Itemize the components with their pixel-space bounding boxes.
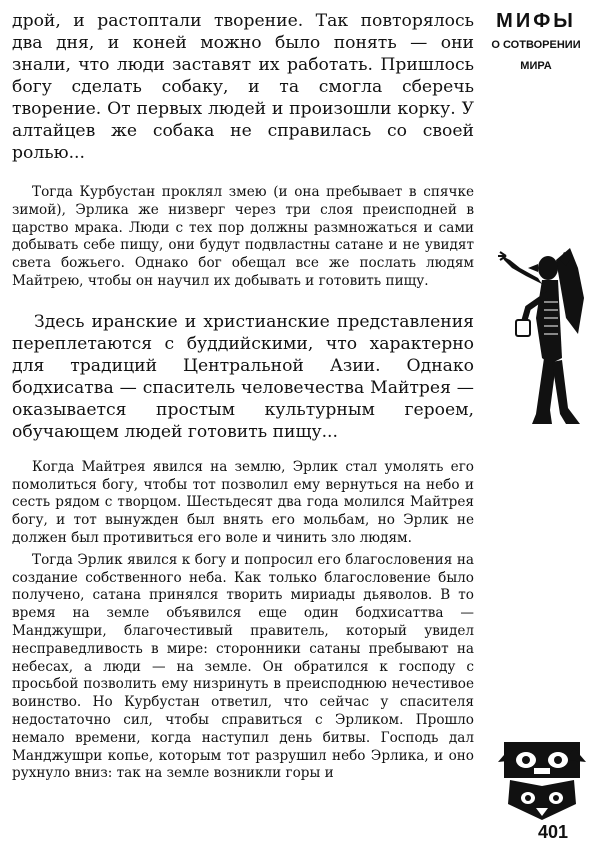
paragraph-intro: дрой, и растоптали творение. Так повторялось два дня, и коней можно было понять — они знали, что люди заставят их работать. Пришлось богу сделать собаку, и та смогла сберечь творение. От первых людей и произошли корку. У алтайцев же собака не справилась со своей ролью... [12,11,474,163]
paragraph-maitreya: Когда Майтрея явился на землю, Эрлик стал умолять его помолиться богу, чтобы тот позволил ему вернуться на небо и сесть рядом с творцом. Шестьдесят два года молился Майтрея богу, и тот вынужден был внять его мольбам, но Эрлик не должен был противиться его воле и чинить зло людям. [12,458,474,546]
paragraph-commentary: Здесь иранские и христианские представления переплетаются с буддийскими, что характерно для традиций Центральной Азии. Однако бодхисатва — спаситель человечества Майтрея — оказывается простым культурным героем, обучающем людей готовить пищу... [12,311,474,442]
header-title: МИФЫ [496,10,576,32]
paragraph-erlik-sky: Тогда Эрлик явился к богу и попросил его благословения на создание собственного неба. Как только благословение было получено, сатана принялся творить мириады дьяволов. В то время на земле объявился еще один бодхисаттва — Манджушри, благочестивый правитель, который увидел несправедливость в мире: сторонники сатаны пребывают на небесах, а люди — на земле. Он обратился к господу с просьбой позволить ему низринуть в преисподнюю нечестивое воинство. Но Курбустан ответил, что сейчас у спасителя недостаточно сил, чтобы справиться с Эрликом. Прошло немало времени, когда наступил день битвы. Господь дал Манджушри копье, которым тот разрушил небо Эрлика, и оно рухнуло вниз: так на земле возникли горы и [12,551,474,782]
totem-mask-illustration [496,740,588,822]
main-text-column [12,10,474,783]
winged-deity-illustration [486,238,594,428]
paragraph-kurbustan-curse: Тогда Курбустан проклял змею (и она пребывает в спячке зимой), Эрлика же низверг через три слоя преисподней в царство мрака. Люди с тех пор должны размножаться и сами добывать себе пищу, они будут подвластны сатане и не увидят света божьего. Однако бог обещал все же послать людям Майтрею, чтобы он научил их добывать и готовить пищу. [12,184,474,289]
header-subtitle-line1: О СОТВОРЕНИИ [491,39,581,51]
header-subtitle-line2: МИРА [520,60,552,72]
page-number: 401 [537,822,569,842]
running-header [478,8,594,74]
